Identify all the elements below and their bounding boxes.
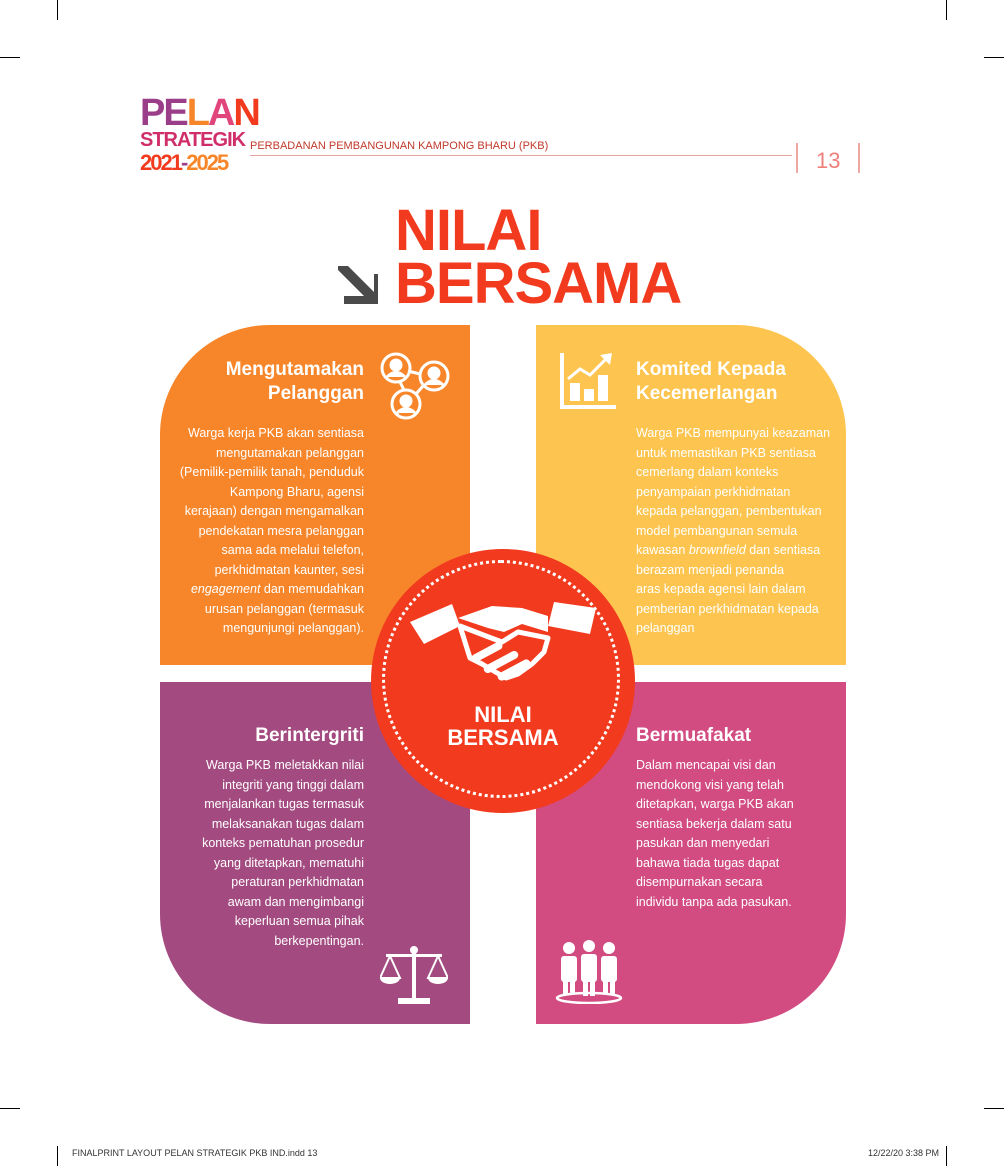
text-line: pendekatan mesra pelanggan — [198, 523, 364, 538]
text-line: Warga kerja PKB akan sentiasa — [187, 426, 364, 440]
text-line: pemberian perkhidmatan kepada — [636, 601, 819, 616]
text-line: kawasan brownfield dan sentiasa — [636, 543, 821, 557]
text-line: berkepentingan. — [274, 933, 364, 948]
text-line: integriti yang tinggi dalam — [222, 777, 364, 792]
heading-line: Komited Kepada — [636, 359, 786, 380]
text-line: aras kepada agensi lain dalam — [636, 582, 806, 596]
text-line: perkhidmatan kaunter, sesi — [214, 562, 364, 577]
text-line: urusan pelanggan (termasuk — [204, 601, 364, 616]
text-line: mengutamakan pelanggan — [215, 445, 364, 460]
header-org: PERBADANAN PEMBANGUNAN KAMPONG BHARU (PKB) — [250, 140, 549, 152]
crop-mark — [946, 1146, 947, 1166]
crop-mark — [984, 1108, 1004, 1109]
text-line: sama ada melalui telefon, — [221, 543, 364, 557]
heading-line: Mengutamakan — [225, 359, 364, 380]
center-title — [371, 703, 635, 749]
text-line: keperluan semua pihak — [234, 914, 364, 928]
text-line: melaksanakan tugas dalam — [211, 816, 364, 831]
text-line: pasukan dan menyedari — [636, 836, 770, 850]
center-line-2: BERSAMA — [447, 725, 559, 751]
text-line: model pembangunan semula — [636, 523, 798, 538]
crop-mark — [0, 1108, 20, 1109]
heading-line: Bermuafakat — [636, 725, 752, 746]
footer-timestamp: 12/22/20 3:38 PM — [868, 1148, 940, 1158]
header-rule — [250, 155, 792, 156]
page-title — [395, 198, 682, 317]
text-line: Warga PKB mempunyai keazaman — [636, 426, 831, 440]
value-heading-teamwork — [636, 724, 836, 748]
value-text-customer — [166, 424, 364, 639]
crop-mark — [57, 1146, 58, 1166]
text-line: konteks pematuhan prosedur — [202, 836, 364, 850]
title-line-1: NILAI — [395, 198, 542, 263]
value-heading-excellence — [636, 358, 836, 407]
text-line: Kampong Bharu, agensi — [229, 484, 364, 499]
center-line-1: NILAI — [474, 702, 532, 727]
crop-mark — [0, 57, 20, 58]
text-line: kerajaan) dengan mengamalkan — [184, 504, 364, 518]
text-line: cemerlang dalam konteks — [636, 465, 779, 479]
crop-mark — [946, 0, 947, 20]
text-line: awam dan mengimbangi — [227, 894, 364, 909]
footer-file-info: FINALPRINT LAYOUT PELAN STRATEGIK PKB IND.indd 13 — [72, 1148, 318, 1158]
text-line: disempurnakan secara — [636, 875, 763, 889]
value-text-integrity — [166, 756, 364, 951]
text-line: Dalam mencapai visi dan — [636, 758, 776, 772]
value-text-teamwork — [636, 756, 842, 912]
value-text-excellence — [636, 424, 842, 639]
text-line: engagement dan memudahkan — [190, 582, 364, 596]
text-line: yang ditetapkan, mematuhi — [213, 855, 364, 870]
team-icon — [555, 940, 623, 1009]
logo-line-3: 2021-2025 — [140, 150, 228, 175]
value-heading-integrity — [180, 724, 364, 748]
text-line: mengunjungi pelanggan). — [222, 621, 364, 635]
arrow-down-right-icon — [338, 266, 378, 309]
text-line: Warga PKB meletakkan nilai — [206, 758, 364, 772]
heading-line: Pelanggan — [267, 383, 364, 405]
page-divider — [796, 143, 798, 173]
logo-line-2: STRATEGIK — [140, 129, 246, 151]
customer-network-icon — [378, 350, 454, 427]
page-divider — [858, 143, 860, 173]
text-line: kepada pelanggan, pembentukan — [636, 504, 822, 518]
text-line: (Pemilik-pemilik tanah, penduduk — [179, 465, 364, 479]
text-line: sentiasa bekerja dalam satu — [636, 816, 792, 831]
text-line: menjalankan tugas termasuk — [204, 797, 364, 811]
logo-line-1: PELAN — [140, 92, 259, 134]
crop-mark — [57, 0, 58, 20]
text-line: berazam menjadi penanda — [636, 562, 785, 577]
handshake-icon — [410, 598, 596, 695]
crop-mark — [984, 57, 1004, 58]
heading-line: Kecemerlangan — [636, 383, 778, 405]
text-line: peraturan perkhidmatan — [231, 875, 364, 889]
text-line: untuk memastikan PKB sentiasa — [636, 445, 816, 460]
text-line: penyampaian perkhidmatan — [636, 484, 791, 499]
plan-logo — [140, 94, 259, 174]
growth-chart-icon — [560, 353, 616, 414]
text-line: pelanggan — [636, 621, 695, 635]
text-line: bahawa tiada tugas dapat — [636, 855, 780, 870]
scales-icon — [380, 944, 448, 1011]
text-line: ditetapkan, warga PKB akan — [636, 797, 794, 811]
heading-line: Berintergriti — [255, 725, 364, 746]
title-line-2: BERSAMA — [395, 251, 682, 317]
text-line: mendokong visi yang telah — [636, 777, 785, 792]
text-line: individu tanpa ada pasukan. — [636, 894, 792, 909]
page-number: 13 — [816, 148, 841, 173]
value-heading-customer — [180, 358, 364, 407]
